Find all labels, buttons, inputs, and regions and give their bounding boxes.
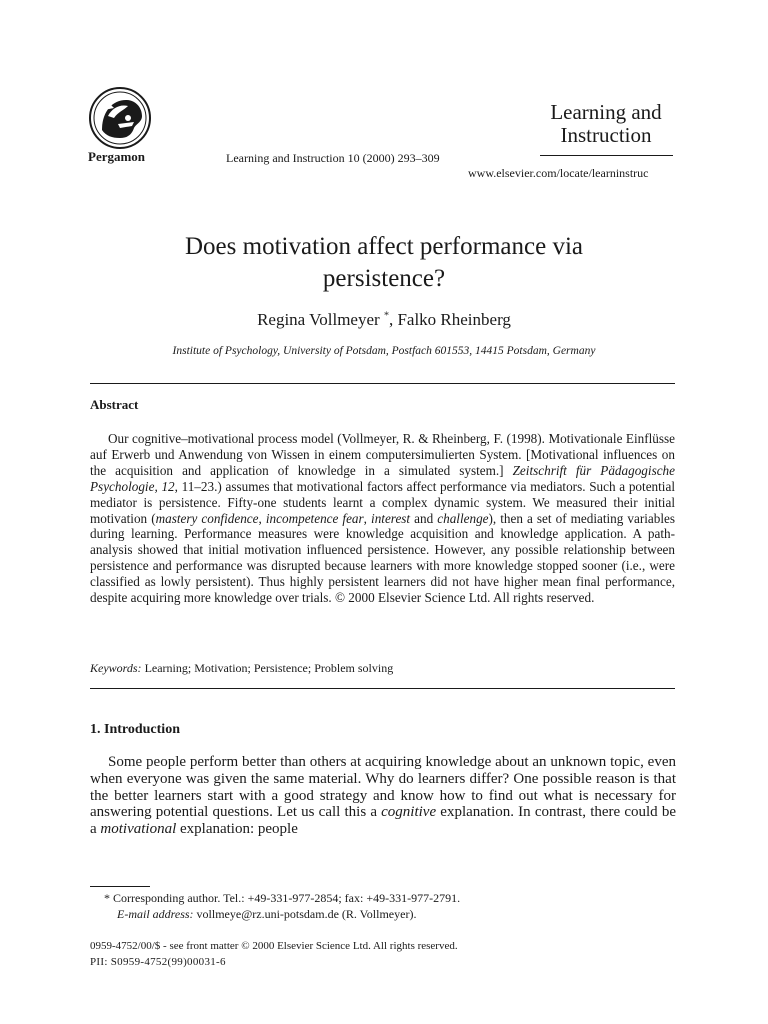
footnote-text: Corresponding author. Tel.: +49-331-977-2854; fax: +49-331-977-2791. <box>110 891 461 905</box>
article-title-line2: persistence? <box>322 265 446 292</box>
abstract-term: mastery confidence <box>155 510 259 526</box>
author-affiliation: Institute of Psychology, University of Potsdam, Postfach 601553, 14415 Potsdam, Germany <box>172 345 596 357</box>
author-name: Falko Rheinberg <box>397 310 511 329</box>
copyright-line: 0959-4752/00/$ - see front matter © 2000 Elsevier Science Ltd. All rights reserved. <box>90 940 458 952</box>
abstract-body <box>90 431 675 606</box>
divider <box>90 688 675 689</box>
body-text: explanation: people <box>176 821 298 838</box>
journal-url[interactable]: www.elsevier.com/locate/learninstruc <box>468 166 649 180</box>
abstract-text: , <box>258 510 266 526</box>
abstract-text: and <box>410 510 438 526</box>
divider <box>90 383 675 384</box>
abstract-journal-reference: Zeitschrift für Pädagogische Psychologie, 12 <box>90 462 675 494</box>
abstract-term: incompetence fear <box>265 510 364 526</box>
abstract-text: Our cognitive–motivational process model (Vollmeyer, R. & Rheinberg, F. (1998). Motivationale Einflüsse auf Erwerb und Anwendung von Wissen in einem computersimulierten System. [Motivational influences on the acquisition and application of knowledge in a simulated system.] <box>90 431 675 478</box>
author-name: Regina Vollmeyer <box>257 310 380 329</box>
journal-title-line2: Instruction <box>560 123 652 147</box>
author-separator: , <box>388 310 398 329</box>
body-text: explanation. In contrast, there could be a <box>90 804 676 838</box>
article-title <box>0 231 768 295</box>
author-list <box>0 310 768 330</box>
body-emphasis: cognitive <box>381 804 437 821</box>
abstract-term: challenge <box>437 510 489 526</box>
footnote-mark: * <box>104 891 110 905</box>
email-label: E-mail address: <box>117 907 194 921</box>
keywords <box>90 661 393 676</box>
journal-title <box>530 101 682 147</box>
pergamon-logo <box>88 86 152 150</box>
pii-line: PII: S0959-4752(99)00031-6 <box>90 956 226 968</box>
corresponding-author-mark[interactable]: * <box>383 310 389 322</box>
journal-title-line1: Learning and <box>550 100 662 124</box>
footnote-corresponding <box>104 891 460 906</box>
footnote-rule <box>90 886 150 887</box>
journal-citation: Learning and Instruction 10 (2000) 293–309 <box>226 151 440 165</box>
email-address[interactable]: vollmeye@rz.uni-potsdam.de (R. Vollmeyer). <box>193 907 417 921</box>
introduction-body <box>90 754 676 838</box>
abstract-text: , 11–23.) assumes that motivational factors affect performance via mediators. Such a potential mediator is persistence. Fifty-one students learnt a complex dynamic system. We measured their initial motivation ( <box>90 478 675 526</box>
abstract-term: interest <box>371 510 411 526</box>
abstract-text: , <box>363 510 372 526</box>
article-title-line1: Does motivation affect performance via <box>185 233 583 260</box>
abstract-text: ), then a set of mediating variables during learning. Performance measures were knowledge acquisition and knowledge application. A path-analysis showed that initial motivation influenced persistence. However, any possible relationship between persistence and performance was disrupted because learners with more knowledge stopped sooner (i.e., were classified as lowly persistent). Thus highly persistent learners did not have higher mean final performance, despite acquiring more knowledge over trials. © 2000 Elsevier Science Ltd. All rights reserved. <box>90 510 676 606</box>
keywords-label: Keywords: <box>90 661 142 675</box>
abstract-heading: Abstract <box>90 397 139 412</box>
body-emphasis: motivational <box>100 821 177 838</box>
publisher-name: Pergamon <box>88 149 146 164</box>
keywords-list: Learning; Motivation; Persistence; Problem solving <box>141 661 394 675</box>
body-text: Some people perform better than others at acquiring knowledge about an unknown topic, even when everyone was given the same material. Why do learners differ? One possible reason is that the better learners start with a good strategy and know how to find out what is necessary for answering potential questions. Let us call this a <box>90 754 676 821</box>
journal-title-rule <box>540 155 673 156</box>
section-heading: 1. Introduction <box>90 722 180 737</box>
footnote-email <box>117 907 416 922</box>
